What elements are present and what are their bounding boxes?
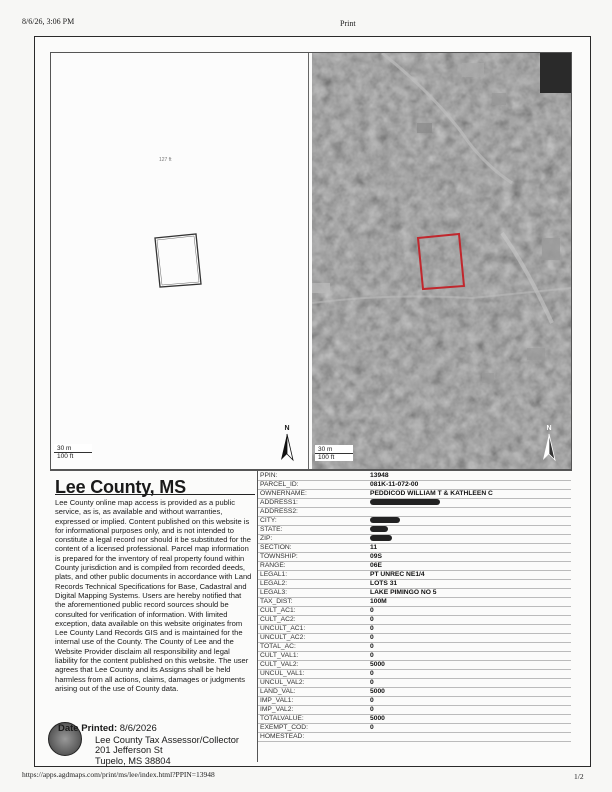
aerial-map[interactable] [312, 53, 571, 469]
attribute-value: 0 [368, 706, 571, 715]
attribute-value: LAKE PIMINGO NO 5 [368, 589, 571, 598]
attribute-key: CULT_AC1: [258, 607, 368, 616]
attribute-key: TOTALVALUE: [258, 715, 368, 724]
attribute-key: OWNERNAME: [258, 490, 368, 499]
table-row [258, 607, 571, 616]
attribute-key: TOWNSHIP: [258, 553, 368, 562]
attribute-key: TAX_DIST: [258, 598, 368, 607]
attribute-key: LEGAL1: [258, 571, 368, 580]
attribute-key: TOTAL_AC: [258, 643, 368, 652]
attribute-value [368, 517, 571, 526]
table-row [258, 643, 571, 652]
table-row [258, 499, 571, 508]
attribute-value: 09S [368, 553, 571, 562]
attribute-value: 0 [368, 652, 571, 661]
attribute-value [368, 526, 571, 535]
attribute-key: EXEMPT_COD: [258, 724, 368, 733]
table-row [258, 580, 571, 589]
print-datetime: 8/6/26, 3:06 PM [22, 17, 75, 26]
attribute-value: 0 [368, 724, 571, 733]
table-row [258, 553, 571, 562]
attribute-key: LEGAL2: [258, 580, 368, 589]
redaction-mark [370, 499, 440, 505]
print-title: Print [340, 19, 356, 28]
attribute-key: LEGAL3: [258, 589, 368, 598]
date-printed-value: 8/6/2026 [119, 723, 157, 734]
table-row [258, 472, 571, 481]
attribute-value: 06E [368, 562, 571, 571]
attribute-value: 0 [368, 616, 571, 625]
redaction-mark [370, 517, 400, 523]
table-row [258, 490, 571, 499]
table-row [258, 625, 571, 634]
page-number: 1/2 [574, 772, 584, 781]
attribute-key: HOMESTEAD: [258, 733, 368, 742]
office-street: 201 Jefferson St [95, 745, 163, 755]
attribute-key: UNCUL_VAL2: [258, 679, 368, 688]
table-row [258, 508, 571, 517]
attribute-value: 0 [368, 625, 571, 634]
county-title: Lee County, MS [55, 477, 186, 497]
table-row [258, 544, 571, 553]
attribute-key: LAND_VAL: [258, 688, 368, 697]
attribute-value: 0 [368, 697, 571, 706]
attribute-key: IMP_VAL2: [258, 706, 368, 715]
attribute-value [368, 535, 571, 544]
table-row [258, 697, 571, 706]
north-arrow-icon: N [538, 425, 560, 465]
attribute-value: 0 [368, 670, 571, 679]
table-row [258, 733, 571, 742]
attribute-value: 5000 [368, 715, 571, 724]
attribute-key: CULT_VAL1: [258, 652, 368, 661]
table-row [258, 634, 571, 643]
attribute-key: PARCEL_ID: [258, 481, 368, 490]
attribute-key: IMP_VAL1: [258, 697, 368, 706]
aerial-imagery [312, 53, 571, 469]
attribute-value: 11 [368, 544, 571, 553]
attribute-key: ADDRESS1: [258, 499, 368, 508]
attribute-key: UNCULT_AC1: [258, 625, 368, 634]
attribute-value [368, 733, 571, 742]
table-row [258, 526, 571, 535]
parcel-attributes-table [258, 472, 571, 742]
table-row [258, 679, 571, 688]
attribute-key: PPIN: [258, 472, 368, 481]
attribute-key: UNCUL_VAL1: [258, 670, 368, 679]
attribute-key: CULT_VAL2: [258, 661, 368, 670]
attribute-value: 0 [368, 607, 571, 616]
attribute-value: 081K-11-072-00 [368, 481, 571, 490]
attribute-key: SECTION: [258, 544, 368, 553]
attribute-value: PEDDICOD WILLIAM T & KATHLEEN C [368, 490, 571, 499]
attribute-value: 0 [368, 643, 571, 652]
table-row [258, 562, 571, 571]
scale-bar: 30 m 100 ft [315, 445, 353, 461]
title-underline [55, 494, 255, 495]
table-row [258, 616, 571, 625]
table-row [258, 481, 571, 490]
office-name: Lee County Tax Assessor/Collector [95, 734, 240, 745]
table-row [258, 652, 571, 661]
table-row [258, 670, 571, 679]
parcel-outline [51, 53, 309, 469]
table-row [258, 571, 571, 580]
parcel-dimension-label: 127 ft [159, 157, 172, 163]
table-row [258, 715, 571, 724]
attribute-key: RANGE: [258, 562, 368, 571]
table-row [258, 706, 571, 715]
parcel-map[interactable] [51, 53, 309, 469]
scale-bar: 30 m 100 ft [54, 444, 92, 460]
office-city: Tupelo, MS 38804 [95, 755, 171, 766]
printed-block [58, 724, 239, 766]
table-row [258, 598, 571, 607]
attribute-key: STATE: [258, 526, 368, 535]
table-row [258, 688, 571, 697]
attribute-key: ZIP: [258, 535, 368, 544]
redaction-mark [370, 526, 388, 532]
attribute-value: LOTS 31 [368, 580, 571, 589]
attribute-value: 5000 [368, 688, 571, 697]
table-row [258, 517, 571, 526]
attribute-key: ADDRESS2: [258, 508, 368, 517]
attribute-key: CULT_AC2: [258, 616, 368, 625]
footer-url[interactable]: https://apps.agdmaps.com/print/ms/lee/index.html?PPIN=13948 [22, 770, 215, 779]
north-arrow-icon: N [276, 425, 298, 465]
attribute-value: 13948 [368, 472, 571, 481]
attribute-value: 0 [368, 634, 571, 643]
attribute-value: 0 [368, 679, 571, 688]
table-row [258, 724, 571, 733]
attribute-value [368, 508, 571, 517]
table-row [258, 535, 571, 544]
attribute-value: PT UNREC NE1/4 [368, 571, 571, 580]
table-row [258, 589, 571, 598]
date-printed-label: Date Printed: [58, 723, 118, 734]
attribute-value [368, 499, 571, 508]
attribute-key: CITY: [258, 517, 368, 526]
table-row [258, 661, 571, 670]
attribute-value: 100M [368, 598, 571, 607]
disclaimer-text: Lee County online map access is provided as a public service, as is, as available and without warranties, expressed or implied. Content published on this website is for informational purposes only, and is not intended to constitute a legal record nor should it be substituted for the content of a licensed professional. Parcel map information is prepared for the inventory of real property found within County jurisdiction and is compiled from recorded deeds, plats, and other public documents in accordance with Land Records Technical Specifications for Base, Cadastral and Digital Mapping Systems. Users are hereby notified that the aforementioned public record sources should be consulted for verification of information. With limited exception, data available on this website originates from Lee County Land Records GIS and is maintained for the internal use of the County. The County of Lee and the Website Provider disclaim all responsibility and legal liability for the content published on this website. The user agrees that Lee County and its Assigns shall be held harmless from all actions, claims, damages or judgments arising out of the use of County data. [55, 498, 252, 693]
redaction-mark [370, 535, 392, 541]
attribute-key: UNCULT_AC2: [258, 634, 368, 643]
attribute-value: 5000 [368, 661, 571, 670]
